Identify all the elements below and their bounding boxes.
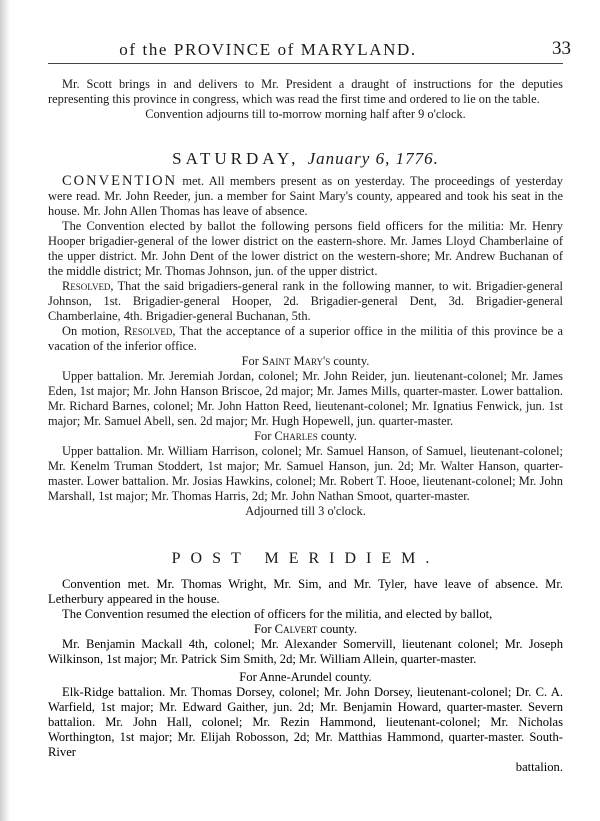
page-left-edge-shadow bbox=[0, 0, 10, 821]
date-text: January 6, 1776. bbox=[307, 149, 439, 168]
calvert-name: Calvert bbox=[274, 622, 318, 636]
saturday-body bbox=[48, 174, 563, 519]
scott-paragraph: Mr. Scott brings in and delivers to Mr. President a draught of instructions for the deputies representing this province in congress, which was read the first time and ordered to lie on the table. bbox=[48, 77, 563, 106]
motion-text: That the acceptance of a superior office in the militia of this province be a vacation of the inferior office. bbox=[48, 324, 564, 353]
page-number: 33 bbox=[552, 38, 571, 59]
charles-county: county. bbox=[320, 429, 357, 443]
charles-officers: Upper battalion. Mr. William Harrison, colonel; Mr. Samuel Hanson, of Samuel, lieutenant-colonel; Mr. Kenelm Truman Stoddert, 1st major; Mr. Samuel Hanson, jun. 2d; Mr. Walter Hanson, quarter-master. Lower battalion. Mr. Josias Hawkins, colonel; Mr. Robert T. Hooe, lieutenant-colonel; Mr. John Marshall, 1st major; Mr. Thomas Harris, 2d; Mr. John Nathan Smoot, quarter-master. bbox=[48, 444, 563, 503]
stmarys-officers: Upper battalion. Mr. Jeremiah Jordan, colonel; Mr. John Reider, jun. lieutenant-colonel; Mr. James Eden, 1st major; Mr. John Hanson Briscoe, 2d major; Mr. James Mills, quarter-master. Lower battalion. Mr. Richard Barnes, colonel; Mr. John Hatton Reed, lieutenant-colonel; Mr. Ignatius Fenwick, jun. 1st major; Mr. Samuel Abell, sen. 2d major; Mr. Hugh Hopewell, jun. quarter-master. bbox=[48, 369, 563, 428]
calvert-officers: Mr. Benjamin Mackall 4th, colonel; Mr. Alexander Somervill, lieutenant colonel; Mr. Joseph Wilkinson, 1st major; Mr. Patrick Sim Smith, 2d; Mr. William Allein, quarter-master. bbox=[48, 637, 563, 666]
stmarys-heading bbox=[48, 354, 563, 369]
motion-resolved: Resolved, bbox=[123, 324, 176, 338]
post-meridiem-heading: POST MERIDIEM. bbox=[171, 550, 440, 567]
running-title: of the PROVINCE of MARYLAND. bbox=[119, 40, 417, 59]
pm-resumed: The Convention resumed the election of officers for the militia, and elected by ballot, bbox=[62, 607, 493, 621]
resolved-text: That the said brigadiers-general rank in the following manner, to wit. Brigadier-general Johnson, 1st. Brigadier-general Hooper, 2d. Brigadier-general Dent, 3d. Brigadier-general Chamberlaine, 4th. Brigadier-general Buchanan, 5th. bbox=[48, 279, 564, 323]
anne-arundel-heading: For Anne-Arundel county. bbox=[239, 670, 372, 684]
anne-arundel-officers: Elk-Ridge battalion. Mr. Thomas Dorsey, colonel; Mr. John Dorsey, lieutenant-colonel; Dr. C. A. Warfield, 1st major; Mr. Edward Gaither, jun. 2d; Mr. Benjamin Howard, quarter-master. Severn battalion. Mr. John Hall, colonel; Mr. Rezin Hammond, lieutenant-colonel; Mr. Nicholas Worthington, 1st major; Mr. Elijah Robosson, 2d; Mr. Matthias Hammond, quarter-master. South-River bbox=[48, 685, 563, 759]
motion-prefix: On motion, bbox=[62, 324, 120, 338]
resolved-paragraph bbox=[48, 279, 563, 324]
saturday-heading bbox=[48, 148, 563, 170]
catchword: battalion. bbox=[515, 760, 563, 774]
stmarys-name: Saint Mary's bbox=[261, 354, 331, 368]
pm-opening: Convention met. Mr. Thomas Wright, Mr. Sim, and Mr. Tyler, have leave of absence. Mr. Letherbury appeared in the house. bbox=[48, 577, 563, 606]
convention-paragraph bbox=[48, 174, 563, 219]
convention-text: met. All members present as on yesterday. The proceedings of yesterday were read. Mr. John Reeder, jun. a member for Saint Mary's county, appeared and took his seat in the house. Mr. John Allen Thomas has leave of absence. bbox=[48, 174, 563, 218]
day-name: SATURDAY, bbox=[172, 149, 300, 168]
charles-heading bbox=[48, 429, 563, 444]
saturday-section bbox=[48, 148, 563, 170]
convention-word: CONVENTION bbox=[62, 173, 178, 189]
stmarys-for: For bbox=[241, 354, 259, 368]
calvert-county: county. bbox=[320, 622, 357, 636]
pm-body bbox=[48, 577, 563, 775]
resolved-word: Resolved, bbox=[62, 279, 114, 293]
calvert-heading bbox=[48, 622, 563, 637]
stmarys-county: county. bbox=[333, 354, 370, 368]
adjourned-line: Adjourned till 3 o'clock. bbox=[245, 504, 366, 518]
charles-for: For bbox=[254, 429, 272, 443]
calvert-for: For bbox=[254, 622, 272, 636]
pm-heading-block bbox=[48, 548, 563, 570]
adjourn-line: Convention adjourns till to-morrow morning half after 9 o'clock. bbox=[145, 107, 466, 121]
charles-name: Charles bbox=[274, 429, 318, 443]
top-block bbox=[48, 77, 563, 122]
header-rule bbox=[48, 63, 563, 64]
running-header bbox=[48, 38, 571, 60]
motion-paragraph bbox=[48, 324, 563, 354]
ballot-paragraph: The Convention elected by ballot the following persons field officers for the militia: Mr. Henry Hooper brigadier-general of the lower district on the eastern-shore. Mr. James Lloyd Chamberlaine of the upper district. Mr. John Dent of the lower district on the western-shore; Mr. Andrew Buchanan of the middle district; Mr. Thomas Johnson, jun. of the upper district. bbox=[48, 219, 563, 278]
